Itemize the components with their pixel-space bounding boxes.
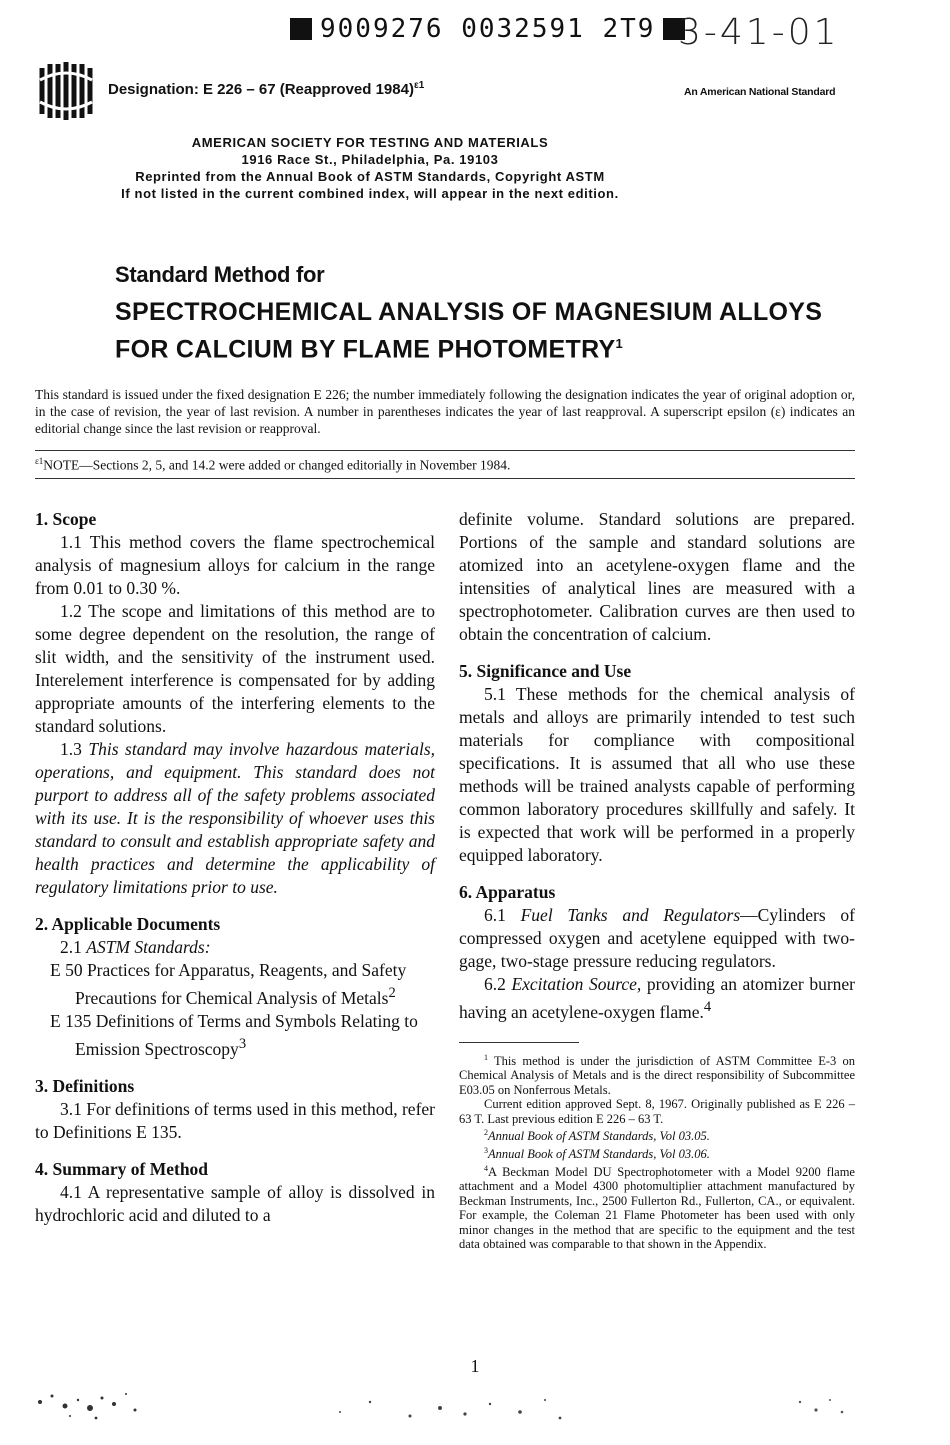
reference-e135-text: E 135 Definitions of Terms and Symbols Relating to Emission Spectroscopy <box>50 1010 418 1059</box>
left-column <box>35 508 435 1227</box>
national-standard-label: An American National Standard <box>684 86 836 98</box>
footnote-1 <box>459 1051 855 1098</box>
para-1-1: 1.1 This method covers the flame spectrochemical analysis of magnesium alloys for calcium in the range from 0.01 to 0.30 %. <box>35 532 435 598</box>
divider-bottom <box>35 478 855 479</box>
designation-sup: ε1 <box>413 80 425 91</box>
para-1-3 <box>35 738 435 899</box>
para-1-2: 1.2 The scope and limitations of this method are to some degree dependent on the resolution, the range of slit width, and the sensitivity of the instrument used. Interelement interference is compensated for by adding appropriate amounts of the interfering elements to the standard solutions. <box>35 601 435 736</box>
footnote-4-sup: 4 <box>484 1163 488 1173</box>
para-6-1 <box>459 904 855 973</box>
para-4-1-continued: definite volume. Standard solutions are prepared. Portions of the sample and standard solutions are atomized into an acetylene-oxygen flame and the intensities of analytical lines are measured with a spectrophotometer. Calibration curves are then used to obtain the concentration of calcium. <box>459 509 855 644</box>
title-line-3-text: FOR CALCIUM BY FLAME PHOTOMETRY <box>115 335 616 364</box>
para-6-1-term: Fuel Tanks and Regulators <box>520 905 741 925</box>
document-title <box>115 262 875 365</box>
society-name: AMERICAN SOCIETY FOR TESTING AND MATERIALS <box>191 135 549 150</box>
footnote-4 <box>459 1162 855 1252</box>
para-1-3-num: 1.3 <box>60 739 89 759</box>
para-3-1: 3.1 For definitions of terms used in this method, refer to Definitions E 135. <box>35 1098 435 1142</box>
para-6-2-text: providing an atomizer burner having an acetylene-oxygen flame. <box>459 974 855 1022</box>
editorial-note <box>35 456 855 474</box>
scan-noise-center <box>320 1382 580 1432</box>
barcode-line <box>290 14 690 48</box>
section-1-heading: 1. Scope <box>35 509 97 529</box>
astm-logo-icon <box>36 60 98 122</box>
para-6-1-text: —Cylinders of compressed oxygen and acetylene equipped with two-gage, two-stage pressure reducing regulators. <box>459 905 856 971</box>
society-block <box>0 134 740 202</box>
note-sup: ε1 <box>35 456 44 466</box>
section-4-heading: 4. Summary of Method <box>35 1158 209 1179</box>
intro-paragraph: This standard is issued under the fixed designation E 226; the number immediately following the designation indicates the year of original adoption or, in the case of revision, the year of last revision. A number in parentheses indicates the year of last reapproval. A superscript epsilon (ε) indicates an editorial change since the last revision or reapproval. <box>35 387 855 436</box>
title-footnote-ref: 1 <box>615 336 624 351</box>
society-address: 1916 Race St., Philadelphia, Pa. 19103 <box>241 152 499 167</box>
section-5-heading: 5. Significance and Use <box>459 661 632 681</box>
para-2-1 <box>35 936 435 959</box>
footnote-2 <box>459 1126 855 1144</box>
reference-e135-sup: 3 <box>238 1035 247 1052</box>
para-2-1-text: ASTM Standards: <box>86 937 211 957</box>
footnote-3-text: Annual Book of ASTM Standards, Vol 03.06. <box>488 1147 710 1162</box>
para-2-1-num: 2.1 <box>60 937 87 957</box>
title-line-3 <box>115 328 875 365</box>
designation <box>108 80 424 98</box>
section-6-heading: 6. Apparatus <box>459 882 556 902</box>
index-note: If not listed in the current combined index, will appear in the next edition. <box>121 186 619 201</box>
note-text: NOTE—Sections 2, 5, and 14.2 were added or changed editorially in November 1984. <box>43 457 511 473</box>
para-1-3-text: This standard may involve hazardous materials, operations, and equipment. This standard does not purport to address all of the safety problems associated with its use. It is the responsibility of whoever uses this standard to consult and establish appropriate safety and health practices and determine the applicability of regulatory limitations prior to use. <box>35 739 435 897</box>
para-5-1: 5.1 These methods for the chemical analysis of metals and alloys are primarily intended to test such materials for compliance with compositional specifications. It is assumed that all who use these methods will be trained analysts capable of performing common laboratory procedures skillfully and safely. It is expected that work will be performed in a properly equipped laboratory. <box>459 684 855 865</box>
footnote-4-text: A Beckman Model DU Spectrophotometer with a Model 9200 flame attachment and a Model 4300 photomultiplier attachment manufactured by Beckman Instruments, Inc., 2500 Fullerton Rd., Fullerton, CA., or equivalent. For example, the Coleman 21 Flame Photometer has been used with only minor changes in the method that are specific to the equipment and the test data obtained was comparable to that shown in the Appendix. <box>459 1164 855 1252</box>
para-4-1: 4.1 A representative sample of alloy is dissolved in hydrochloric acid and diluted to a <box>35 1181 435 1225</box>
footnote-3 <box>459 1144 855 1162</box>
barcode-text: 9009276 0032591 2T9 <box>320 14 656 44</box>
title-line-2: SPECTROCHEMICAL ANALYSIS OF MAGNESIUM ALLOYS <box>115 298 823 326</box>
para-6-1-num: 6.1 <box>484 905 521 925</box>
footnote-3-sup: 3 <box>484 1146 488 1156</box>
footnote-1b: Current edition approved Sept. 8, 1967. Originally published as E 226 – 63 T. Last previous edition E 226 – 63 T. <box>459 1097 855 1126</box>
para-6-2-term: Excitation Source, <box>511 974 642 994</box>
scan-noise-left <box>30 1382 150 1432</box>
para-6-2 <box>459 973 855 1024</box>
barcode-block-left <box>290 18 312 40</box>
para-6-2-num: 6.2 <box>484 974 512 994</box>
right-column <box>459 508 855 1252</box>
para-6-2-sup: 4 <box>703 999 712 1015</box>
reference-e135 <box>35 1010 435 1061</box>
reprint-note: Reprinted from the Annual Book of ASTM Standards, Copyright ASTM <box>135 169 605 184</box>
section-2-heading: 2. Applicable Documents <box>35 914 221 934</box>
handwritten-mark: 3-41-01 <box>678 12 840 53</box>
divider-top <box>35 450 855 451</box>
footnote-1-sup: 1 <box>484 1052 488 1062</box>
page-number: 1 <box>470 1356 480 1376</box>
reference-e50-text: E 50 Practices for Apparatus, Reagents, and Safety Precautions for Chemical Analysis of Metals <box>50 960 407 1008</box>
footnote-2-sup: 2 <box>484 1128 488 1138</box>
section-3-heading: 3. Definitions <box>35 1075 135 1096</box>
scan-noise-right <box>780 1382 860 1432</box>
footnote-1-text: This method is under the jurisdiction of ASTM Committee E-3 on Chemical Analysis of Metals and is the direct responsibility of Subcommittee E03.05 on Nonferrous Metals. <box>459 1053 855 1097</box>
footnote-2-text: Annual Book of ASTM Standards, Vol 03.05. <box>488 1129 710 1144</box>
title-line-1: Standard Method for <box>115 262 325 287</box>
designation-text: Designation: E 226 – 67 (Reapproved 1984) <box>108 81 414 98</box>
reference-e50 <box>35 959 435 1010</box>
reference-e50-sup: 2 <box>388 985 396 1001</box>
footnote-rule <box>459 1042 579 1043</box>
